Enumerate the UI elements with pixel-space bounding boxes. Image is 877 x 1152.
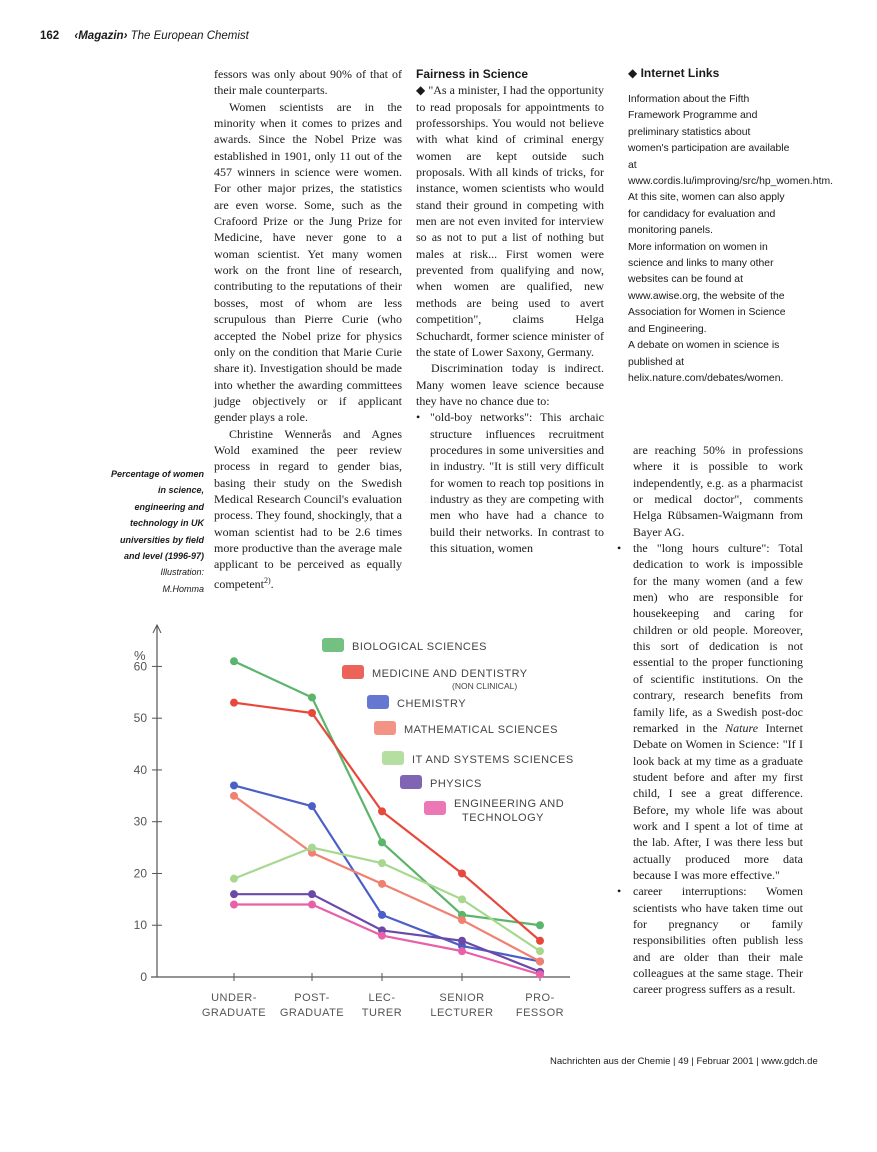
link-entry: A debate on women in science is published at helix.nature.com/debates/women.	[628, 340, 784, 384]
data-point	[230, 792, 238, 800]
legend-label: MEDICINE AND DENTISTRY	[372, 668, 528, 680]
paragraph: Discrimination today is indirect. Many women leave science because they have no chance due to:	[416, 361, 604, 408]
link-entry: More information on women in science and links to many other websites can be found at www.awise.org, the website of the Association for Women in Science and Engineering.	[628, 241, 786, 335]
internet-links-box	[628, 66, 833, 387]
x-tick-label: LEC-	[368, 992, 396, 1004]
data-point	[536, 937, 544, 945]
paragraph-continued: are reaching 50% in professions where it is possible to work independently, e.g. as a pharmacist or medical doctor", comments Helga Rübsamen-Waigmann from Bayer AG.	[633, 443, 803, 539]
y-tick-label: 10	[133, 918, 147, 933]
legend-swatch	[424, 801, 446, 815]
y-axis-label: %	[134, 648, 146, 663]
data-point	[378, 880, 386, 888]
legend-label: BIOLOGICAL SCIENCES	[352, 641, 488, 653]
data-point	[230, 657, 238, 665]
legend-label: IT AND SYSTEMS SCIENCES	[412, 754, 574, 766]
paragraph-text: Christine Wennerås and Agnes Wold examined the peer review process in regard to gender bias, basing their study on the Swedish Medical Research Council's evaluation process. They found, shockingly, that a woman scientist had to be 2.6 times more productive than the average male applicant to be perceived as equally competent	[214, 426, 402, 591]
x-tick-label: SENIOR	[439, 992, 485, 1004]
quote-paragraph: ◆ "As a minister, I had the opportunity to read proposals for appointments to professorships. You would not believe with what kind of criminal energy women are kept outside such proposals. With all kinds of tricks, for instance, women scientists who would stand their ground in competing with men are not even invited for interview so as not to put a list of nothing but males at risk... First women were prevented from qualifying and now, when women are qualified, new methods are being used to avert competition", claims Helga Schuchardt, former science minister of the state of Lower Saxony, Germany.	[416, 83, 604, 359]
bullet-item: • "old-boy networks": This archaic structure influences recruitment procedures in some universities and in industry. "It is still very difficult for women to reach top positions in industry as they are competing with men who have had a chance to build their networks. In contrast to this situation, women	[416, 409, 604, 556]
legend-label: TECHNOLOGY	[462, 812, 545, 824]
bullet-item	[617, 540, 803, 883]
column-3-text	[617, 442, 803, 998]
data-point	[308, 901, 316, 909]
x-tick-label: GRADUATE	[279, 1007, 345, 1019]
bullet-text: the "long hours culture": Total dedication to work is impossible for the many women (and a few men) who are responsible for housekeeping and caring for children or old people. Moreover, this sort of dedication is not essential to the proper functioning of scientific institutions. On the contrary, research benefits from family life, as a Swedish post-doc remarked in the	[633, 541, 803, 735]
y-tick-label: 30	[133, 814, 147, 829]
x-tick-label: FESSOR	[515, 1007, 565, 1019]
data-point	[308, 693, 316, 701]
x-tick-label: UNDER-	[211, 992, 257, 1004]
data-point	[458, 916, 466, 924]
legend-swatch	[322, 638, 344, 652]
legend-swatch	[382, 751, 404, 765]
data-point	[536, 970, 544, 978]
y-tick-label: 50	[133, 711, 147, 726]
data-point	[308, 802, 316, 810]
y-tick-label: 20	[133, 866, 147, 881]
bullet-text: Internet Debate on Women in Science: "If I look back at my time as a graduate student before and after my first child, I see a great difference. Before, my whole life was about work and I spent a lot of time at the lab. After, I was there less but actually produced more data because I was more effective."	[633, 720, 803, 882]
data-point	[230, 781, 238, 789]
x-tick-label: TURER	[361, 1007, 403, 1019]
caption-text: Percentage of women in science, engineering and technology in UK universities by field and level (1996-97)	[110, 469, 204, 562]
data-point	[458, 937, 466, 945]
legend-label: (NON CLINICAL)	[452, 681, 518, 691]
section-name: The European Chemist	[130, 30, 249, 42]
data-point	[536, 947, 544, 955]
data-point	[230, 699, 238, 707]
series-line	[234, 905, 540, 975]
data-point	[230, 875, 238, 883]
data-point	[308, 890, 316, 898]
page-footer: Nachrichten aus der Chemie | 49 | Februar 2001 | www.gdch.de	[550, 1056, 818, 1067]
data-point	[230, 890, 238, 898]
legend-label: ENGINEERING AND	[454, 798, 565, 810]
data-point	[308, 844, 316, 852]
data-point	[378, 911, 386, 919]
paragraph: Women scientists are in the minority when it comes to prizes and awards. Since the Nobel Prize was established in 1901, only 11 out of the 457 winners in science were women. For other major prizes, the statistics are even worse. Some, such as the Crafoord Prize or the Jung Prize for Medicine, have never gone to a woman scientist. Yet many women work on the front line of research, contributing to the reputations of their bosses, most of whom are less scrupulous than Pierre Curie (who accepted the Nobel prize for physics only on the condition that Marie Curie share it). Investigation should be made into whether the awarding committees judge objectively or if applicant gender plays a role.	[214, 99, 402, 425]
data-point	[230, 901, 238, 909]
legend-label: MATHEMATICAL SCIENCES	[404, 724, 558, 736]
bullet-item: • career interruptions: Women scientists who have taken time out for pregnancy or family responsibilities often publish less and are older than their male colleagues at the same stage. Their career progress suffers as a result.	[617, 883, 803, 997]
legend-label: CHEMISTRY	[397, 698, 467, 710]
paragraph	[214, 426, 402, 592]
magazine-name: ‹Magazin›	[74, 30, 128, 42]
data-point	[458, 895, 466, 903]
paragraph: fessors was only about 90% of that of their male counterparts.	[214, 67, 402, 98]
journal-name: Nature	[725, 720, 759, 735]
data-point	[458, 947, 466, 955]
figure-caption	[108, 466, 204, 597]
legend-swatch	[400, 775, 422, 789]
legend-swatch	[342, 665, 364, 679]
running-header	[40, 30, 249, 42]
data-point	[308, 709, 316, 717]
legend-swatch	[374, 721, 396, 735]
column-2	[416, 66, 604, 556]
legend-swatch	[367, 695, 389, 709]
data-point	[458, 869, 466, 877]
line-chart	[112, 615, 602, 1035]
y-tick-label: 40	[133, 762, 147, 777]
links-heading: ◆ Internet Links	[628, 66, 720, 80]
paragraph-end: .	[270, 576, 274, 591]
caption-credit-name: M.Homma	[162, 583, 204, 594]
x-tick-label: POST-	[294, 992, 330, 1004]
x-tick-label: LECTURER	[430, 1007, 494, 1019]
y-tick-label: 0	[140, 970, 147, 984]
column-1	[214, 66, 402, 592]
y-tick-label: 60	[133, 659, 147, 674]
legend-label: PHYSICS	[430, 778, 482, 790]
data-point	[378, 807, 386, 815]
section-heading: Fairness in Science	[416, 67, 529, 81]
data-point	[378, 838, 386, 846]
caption-credit-label: Illustration:	[160, 567, 204, 578]
data-point	[378, 859, 386, 867]
x-tick-label: GRADUATE	[201, 1007, 267, 1019]
data-point	[378, 932, 386, 940]
link-entry: Information about the Fifth Framework Programme and preliminary statistics about women's participation are available at www.cordis.lu/improving/src/hp_women.htm. At this site, women can also apply for candidacy for evaluation and monitoring panels.	[628, 94, 833, 237]
footnote-ref: 2)	[263, 575, 271, 585]
page-number: 162	[40, 30, 60, 42]
x-tick-label: PRO-	[525, 992, 555, 1004]
data-point	[536, 957, 544, 965]
data-point	[536, 921, 544, 929]
